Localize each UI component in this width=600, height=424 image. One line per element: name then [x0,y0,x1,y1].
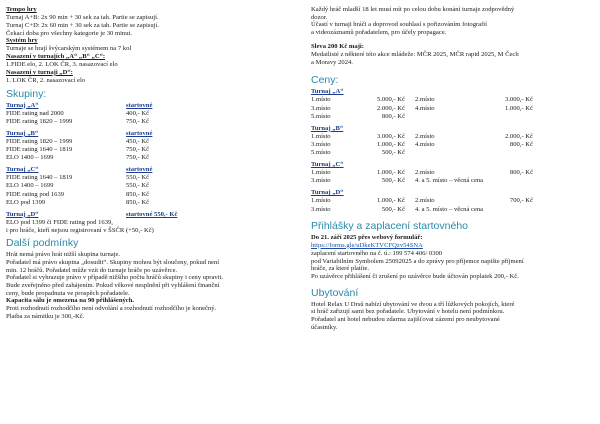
prize-place: 3.místo [311,104,331,112]
prize-place: 5.místo [311,112,331,120]
group-row [6,174,296,182]
accommodation-heading: Ubytování [311,286,359,299]
group-row [6,199,296,207]
group-row-fee: 450,- Kč [126,137,150,145]
conditions-line: Pořadatel si vyhrazuje právo v případě nižšího počtu hráčů skupiny i ceny upravit. [6,274,223,282]
group-row-label: FIDE rating 1820 – 1999 [6,117,73,125]
prize-amount: 2.000,- Kč [504,132,533,140]
prize-group-name: Turnaj „D“ [311,189,344,197]
registration-deadline: Do 21. září 2025 přes webový formulář: [311,233,423,241]
group-row-fee: 550,- Kč [126,174,150,182]
groups-heading: Skupiny: [6,87,47,100]
group-header [6,166,296,174]
prize-row [311,105,595,113]
group-row [6,191,296,199]
conditions-line: ceny, bude propadnuta ve prospěch pořadatele. [6,289,130,297]
group-row [6,154,296,162]
discount-line: a Moravy 2024. [311,58,353,66]
conditions-line: Hrát nemá právo hrát nižší skupina turnaje. [6,251,121,259]
conditions-line: Bude zveřejněno před zahájením. Pokud věkové nesplnění při vyhlášení finanční [6,282,220,290]
conditions-line: Proti rozhodnutí rozhodčího není odvolání a rozhodnutí rozhodčího je konečný. [6,305,217,313]
prize-group-name: Turnaj „B“ [311,124,344,132]
group-row-fee: 750,- Kč [126,146,150,154]
conditions-line: min. 12 hráčů. Pořadatel může vzít do turnaje hráče po uzávěrce. [6,266,178,274]
prize-place: 1.místo [311,197,331,205]
group-name: Turnaj „D“ [6,210,39,218]
group-d-line: i pro hráče, kteří nejsou registrovaní v ŠSČR (+50,- Kč) [6,226,154,234]
prize-row [311,177,595,185]
registration-line: zaplacení startovného na č. ú.: 199 574 406/ 0300 [311,249,443,257]
conditions-line: Platba za námitku je 300,-Kč. [6,312,85,320]
prize-note: 4. a 5. místo – věcná cena [415,205,484,213]
prize-row [311,169,595,177]
prize-group-name: Turnaj „A“ [311,88,344,96]
group-fee-label: startovné [126,101,153,109]
prize-row [311,96,595,104]
prize-place: 2.místo [415,132,435,140]
prize-note: 4. a 5. místo – věcná cena [415,177,484,185]
group-fee-label: startovné [126,166,153,174]
registration-form-link[interactable]: https://forms.gle/uDkeKTVCFQzv54SNA [311,241,423,249]
prize-amount: 1.000,- Kč [376,169,405,177]
registration-line: hráče, za které platíte. [311,265,370,273]
discount-title: Sleva 200 Kč mají: [311,42,364,50]
prize-place: 3.místo [311,140,331,148]
intro-line: Účastí v turnaji hráči a doprovod souhlasí s pořizováním fotografií [311,21,487,29]
group-row-fee: 850,- Kč [126,198,150,206]
conditions-line: Pořadatel má právo skupina „dosudit“. Skupiny mohou být sloučeny, pokud není [6,258,220,266]
prize-amount: 1.000,- Kč [376,140,405,148]
group-header [6,130,296,138]
group-row-label: FIDE rating pod 1639 [6,190,65,198]
prizes-heading: Ceny: [311,74,339,87]
group-header [6,211,296,219]
intro-line: a videozáznamů pořadatelem, pro účely propagace. [311,29,447,37]
prize-place: 5.místo [311,148,331,156]
prize-place: 1.místo [311,169,331,177]
group-row [6,110,296,118]
right-column [311,6,595,331]
prize-amount: 1.000,- Kč [376,197,405,205]
group-fee-label: startovné 550,- Kč [126,210,178,218]
seeding-abc-title: Nasazení v turnajích „A“ „B“ „C“: [6,53,106,60]
group-row [6,138,296,146]
group-d-line: ELO pod 1399 či FIDE rating pod 1639, [6,218,113,226]
intro-line: Každý hráč mladší 18 let musí mít po celou dobu konání turnaje zodpovědný [311,6,515,13]
registration-line: pod Variabilním Symbolem 25092025 a do zprávy pro příjemce napište příjmení [311,257,524,265]
registration-heading: Přihlášky a zaplacení startovného [311,219,469,232]
group-name: Turnaj „C“ [6,166,39,174]
prize-row [311,141,595,149]
prize-amount: 2.000,- Kč [376,104,405,112]
prize-group-name: Turnaj „C“ [311,161,344,169]
prize-place: 1.místo [311,96,331,104]
prize-place: 4.místo [415,140,435,148]
left-column [6,6,296,321]
system-line: Turnaje se hrají švýcarským systémem na 7 kol [6,45,132,53]
tempo-line: Turnaj A+B: 2x 90 min + 30 sek za tah. Partie se zapisují. [6,14,159,22]
prize-amount: 500,- Kč [381,177,405,185]
capacity-note: Kapacita sálu je omezena na 90 přihlášených. [6,297,135,305]
group-row [6,146,296,154]
conditions-heading: Další podmínky [6,237,79,250]
prize-row [311,113,595,121]
accommodation-line: účastníky. [311,323,338,331]
group-row-label: FIDE rating 1640 – 1819 [6,174,73,182]
group-row-label: ELO 1400 – 1699 [6,182,54,190]
prize-place: 4.místo [415,104,435,112]
group-row-label: ELO 1400 – 1699 [6,154,54,162]
tempo-line: Čekací doba pro všechny kategorie je 30 minut. [6,29,132,37]
group-name: Turnaj „B“ [6,129,39,137]
seeding-d-line: 1. LOK ČR, 2. nasazovací elo [6,76,86,84]
group-header [6,102,296,110]
prize-place: 2.místo [415,96,435,104]
prize-place: 3.místo [311,177,331,185]
prize-amount: 800,- Kč [509,169,533,177]
accommodation-line: Hotel Relax U Drsů nabízí ubytování ve dvou a tří lůžkových pokojích, které [311,300,515,308]
group-row [6,182,296,190]
prize-amount: 3.000,- Kč [376,132,405,140]
group-row [6,118,296,126]
prize-amount: 1.000,- Kč [504,104,533,112]
registration-line: Po uzávěrce přihlášení či zrušení po uzávěrce bude účtován poplatek 200,- Kč. [311,272,519,280]
prize-row [311,133,595,141]
group-row-label: FIDE rating nad 2000 [6,109,64,117]
prize-amount: 800,- Kč [381,112,405,120]
prize-place: 1.místo [311,132,331,140]
accommodation-line: Pořadatel ani hotel nebudou zdarma zajišťovat zázemí pro neubytované [311,316,500,324]
group-fee-label: startovné [126,129,153,137]
seeding-d-title: Nasazení v turnaji „D“: [6,68,73,76]
prize-row [311,149,595,157]
tempo-title: Tempo hry [6,6,37,13]
group-row-fee: 850,- Kč [126,190,150,198]
discount-line: Medailisté z některé této akce mládeže: MČR 2025, MČR rapid 2025, M Čech [311,50,519,58]
system-title: Systém hry [6,37,38,45]
prize-amount: 500,- Kč [381,205,405,213]
prize-amount: 3.000,- Kč [504,96,533,104]
seeding-abc-line: 1.FIDE elo, 2. LOK ČR, 3. nasazovací elo [6,61,118,69]
group-row-fee: 750,- Kč [126,117,150,125]
intro-line: dozor. [311,13,328,21]
group-row-fee: 400,- Kč [126,109,150,117]
group-name: Turnaj „A“ [6,101,39,109]
prize-amount: 5.000,- Kč [376,96,405,104]
prize-row [311,197,595,205]
accommodation-line: si hráč zařizují sami bez pořadatele. Ubytování v hotelu není podmínkou. [311,308,505,316]
prize-amount: 800,- Kč [509,140,533,148]
group-row-label: ELO pod 1399 [6,198,46,206]
group-row-fee: 550,- Kč [126,182,150,190]
prize-amount: 700,- Kč [509,197,533,205]
prize-amount: 500,- Kč [381,148,405,156]
group-row-fee: 750,- Kč [126,154,150,162]
prize-place: 2.místo [415,197,435,205]
prize-place: 3.místo [311,205,331,213]
prize-row [311,206,595,214]
prize-place: 2.místo [415,169,435,177]
group-row-label: FIDE rating 1820 – 1999 [6,137,73,145]
tempo-line: Turnaj C+D: 2x 60 min + 30 sek za tah. Partie se zapisují. [6,21,159,29]
group-row-label: FIDE rating 1640 – 1819 [6,146,73,154]
